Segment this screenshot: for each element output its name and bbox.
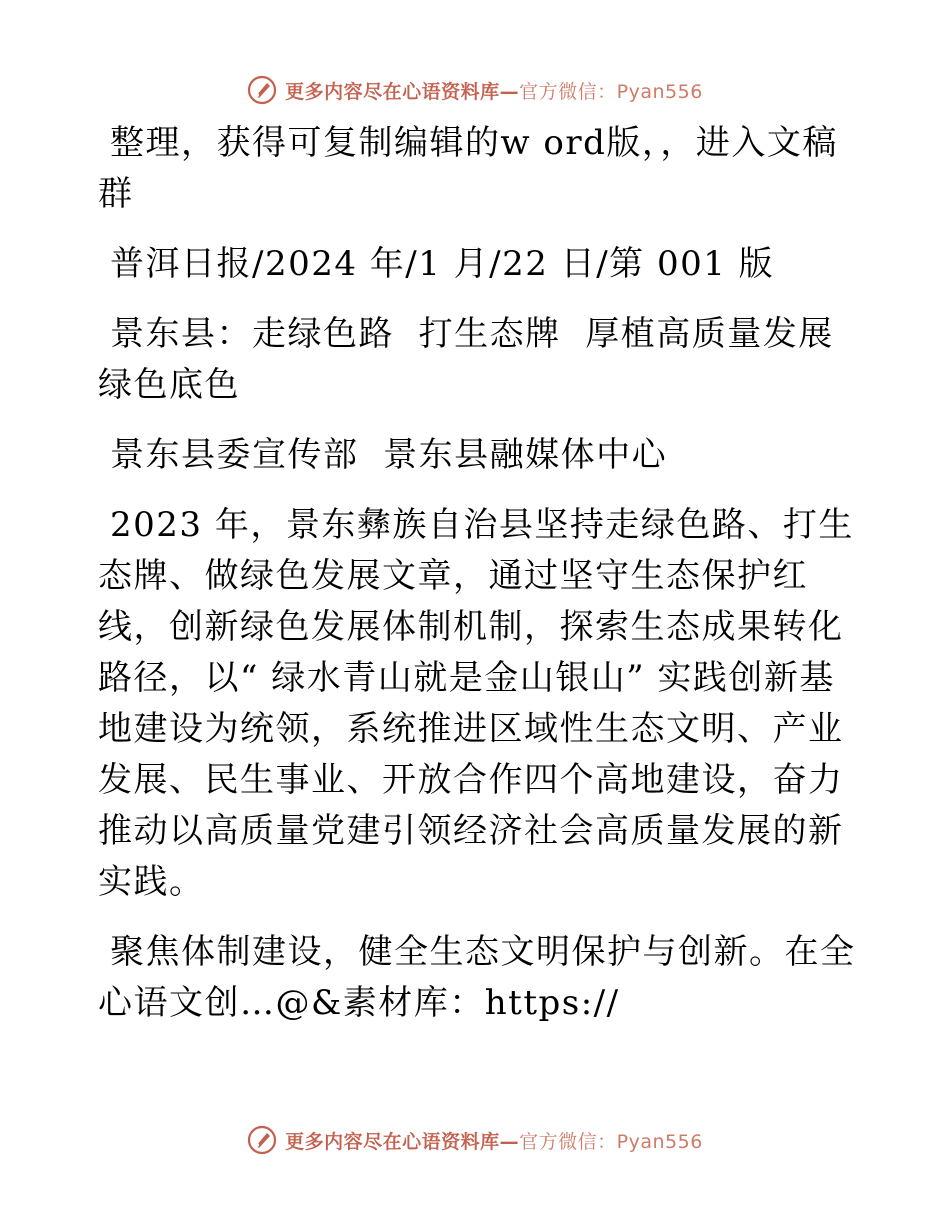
article-author: 景东县委宣传部 景东县融媒体中心 (110, 435, 668, 475)
footer-wechat-id: 官方微信：Pyan556 (519, 1130, 703, 1153)
body-paragraph: 2023 年，景东彝族自治县坚持走绿色路、打生态牌、做绿色发展文章，通过坚守生态保护红线，创新绿色发展体制机制，探索生态成果转化路径，以“ 绿水青山就是金山银山” 实践创新基地建设为统领，系统推进区域性生态文明、产业发展、民生事业、开放合作四个高地建设，奋力推动以高质量党建引领经济社会高质量发展的新实践。 (98, 505, 854, 902)
intro-note: 整理，获得可复制编辑的w ord版，，进入文稿群 (98, 123, 838, 214)
footer-banner-text: 更多内容尽在心语资料库—官方微信：Pyan556 (285, 1130, 703, 1153)
footer-banner (0, 1120, 950, 1160)
document-body (98, 118, 858, 1048)
source-line: 普洱日报/2024 年/1 月/22 日/第 001 版 (110, 244, 775, 284)
logo-icon (247, 1125, 277, 1155)
logo-icon (247, 75, 277, 105)
header-banner-text: 更多内容尽在心语资料库—官方微信：Pyan556 (285, 80, 703, 103)
header-banner (0, 70, 950, 110)
header-wechat-id: 官方微信：Pyan556 (519, 80, 703, 103)
body-paragraph: 聚焦体制建设，健全生态文明保护与创新。在全心语文创…@&素材库：https:// (98, 932, 856, 1023)
article-title: 景东县：走绿色路 打生态牌 厚植高质量发展绿色底色 (98, 314, 834, 405)
